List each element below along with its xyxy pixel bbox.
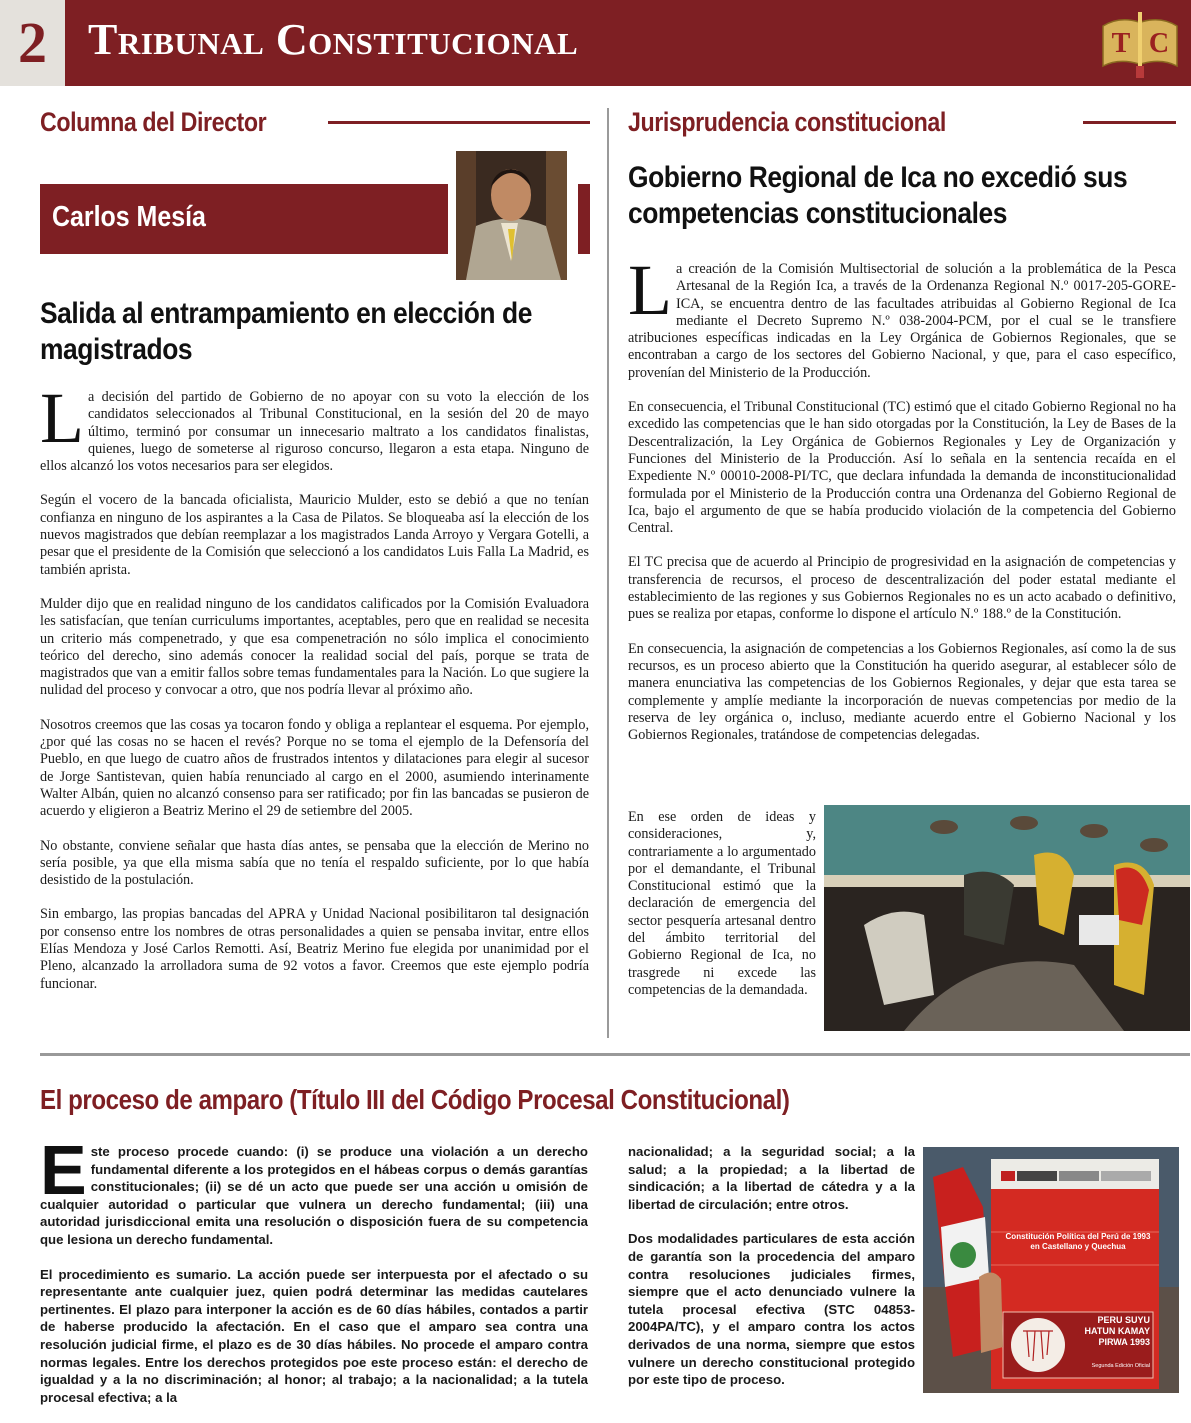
article-paragraph: No obstante, conviene señalar que hasta días antes, se pensaba que la elección de Merino no sería posible, ya que ella misma sabía que no tenía el respaldo suficiente, por lo que había desistido de la postulación.	[40, 837, 589, 889]
book-title: Constitución Política del Perú de 1993 en Castellano y Quechua	[1005, 1232, 1151, 1251]
portrait-image	[456, 151, 567, 280]
page-number: 2	[18, 10, 47, 75]
publication-title: Tribunal Constitucional	[88, 15, 579, 64]
fishing-photo-image	[824, 805, 1190, 1031]
section-rule	[328, 121, 590, 124]
article-paragraph: La creación de la Comisión Multisectorial de solución a la problemática de la Pesca Artesanal de la Región Ica, a través de la Ordenanza Regional N.º 0017-205-GORE-ICA, se encuentra dentro de las facultades atribuidas al Gobierno Regional de Ica mediante el Decreto Supremo N.º 038-2004-PCM, por el cual se le transfiere atribuciones específicas indicadas en la Ley Orgánica de Gobiernos Regionales, que se encontraban a cargo de los sectores del Gobierno Nacional, y que, para el caso específico, provenían del Ministerio de la Producción.	[628, 250, 1176, 381]
director-article-body	[40, 378, 589, 1010]
svg-text:C: C	[1148, 28, 1170, 59]
article-paragraph: Sin embargo, las propias bancadas del APRA y Unidad Nacional posibilitaron tal designación por consenso entre los nombres de otras personalidades a quien se pensaba invitar, entre ellos Elías Mendoza y José Carlos Remotti. Así, Beatriz Merino fue elegida por unanimidad por el Pleno, alcanzado la arrolladora suma de 92 votos a favor. Creemos que este ejemplo podría funcionar.	[40, 906, 589, 992]
masthead	[0, 0, 1191, 86]
dropcap: E	[40, 1131, 87, 1209]
article-paragraph: nacionalidad; a la seguridad social; a la salud; a la propiedad; a la libertad de sindicación; a la libertad de cátedra y a la libertad de circulación; entre otros.	[628, 1144, 915, 1212]
jurisprudencia-headline: Gobierno Regional de Ica no excedió sus competencias constitucionales	[628, 161, 1128, 230]
author-band-end	[578, 184, 590, 254]
column-divider	[607, 108, 609, 1038]
section-divider	[40, 1053, 1190, 1056]
section-title-amparo: El proceso de amparo (Título III del Código Procesal Constitucional)	[40, 1084, 790, 1115]
section-rule	[1083, 121, 1176, 124]
article-paragraph: Este proceso procede cuando: (i) se produce una violación a un derecho fundamental diferente a los protegidos en el hábeas corpus o demás garantías constitucionales; (ii) se dé un acto que puede ser una acción u omisión de cualquier autoridad o particular que vulnera un derecho fundamental; (iii) una autoridad jurisdiccional emita una resolución o disposición fuera de su competencia que lesiona un derecho fundamental.	[40, 1131, 588, 1247]
photo-side-text	[628, 809, 816, 1016]
book-edition: Segunda Edición Oficial	[1091, 1363, 1150, 1369]
dropcap: L	[40, 378, 84, 458]
article-paragraph: En consecuencia, el Tribunal Constitucional (TC) estimó que el citado Gobierno Regional no ha excedido las competencias que le han sido otorgadas por la Constitución, la Ley de Bases de la Descentralización, la Ley Orgánica de Gobiernos Regionales y Ley de Organización y Funciones del Ministerio de la Producción. Así lo señala en la sentencia recaída en el Expediente N.º 00010-2008-PI/TC, que declara infundada la demanda de inconstitucionalidad formulada por el Ministerio de la Producción contra una Ordenanza del Gobierno Regional de Ica, bajo el argumento de que se había producido violación de la competencia del Gobierno Central.	[628, 399, 1176, 537]
book-quechua-title: PERU SUYU HATUN KAMAY PIRWA 1993	[1084, 1315, 1150, 1347]
amparo-body-left	[40, 1131, 588, 1423]
jurisprudencia-article-body	[628, 250, 1176, 761]
article-paragraph: En consecuencia, la asignación de competencias a los Gobiernos Regionales, así como la de sus recursos, es un proceso abierto que la Constitución ha querido asegurar, al establecer sólo de manera enunciativa las competencias de los Gobiernos Regionales, y dejar que esta tarea se complemente y amplíe mediante la incorporación de nuevas competencias por medio de la reserva de ley orgánica o, incluso, mediante acuerdo entre el Gobierno Nacional y los Gobiernos Regionales, tratándose de competencias delegadas.	[628, 640, 1176, 744]
author-name: Carlos Mesía	[52, 201, 206, 233]
article-paragraph: Mulder dijo que en realidad ninguno de los candidatos calificados por la Comisión Evaluadora les satisfacían, que tenían curriculums importantes, aceptables, pero que en realidad se necesita un criterio más compenetrado, y que esa compenetración no sólo implica el conocimiento teórico del derecho, sino además conocer la realidad social del país, porque se trata de magistrados que van a emitir fallos sobre temas fundamentales para la Nación. Lo que sugiere la nulidad del proceso y convocar a otro, que nos podría llevar al próximo año.	[40, 595, 589, 699]
article-paragraph: El TC precisa que de acuerdo al Principio de progresividad en la asignación de competencias y transferencia de recursos, el proceso de descentralización del poder estatal mediante el establecimiento de las regiones y sus Gobiernos Regionales no es un acto acabado o definitivo, pues se realiza por etapas, conforme lo dispone el artículo N.º 188.º de la Constitución.	[628, 554, 1176, 623]
article-paragraph: La decisión del partido de Gobierno de no apoyar con su voto la elección de los candidatos seleccionados al Tribunal Constitucional, en la sesión del 20 de mayo último, terminó por consumar un innecesario maltrato a los candidatos finalistas, quienes, luego de someterse al riguroso concurso, llegaron a esta etapa. Ninguno de ellos alcanzó los votos necesarios para ser elegidos.	[40, 378, 589, 475]
article-paragraph: Nosotros creemos que las cosas ya tocaron fondo y obliga a replantear el esquema. Por ejemplo, ¿por qué las cosas no se hacen el revés? Porque no se toma el ejemplo de la Defensoría del Pueblo, en que luego de cuatro años de frustrados intentos y dilataciones para elegir al sucesor de Jorge Santistevan, quien había renunciado al cargo en el 2000, asumiendo interinamente Walter Albán, quien no alcanzó consenso para ser ratificado; por fin las bancadas se pusieron de acuerdo y eligieron a Beatriz Merino el 29 de setiembre del 2005.	[40, 716, 589, 820]
author-portrait	[456, 151, 567, 280]
section-title-director: Columna del Director	[40, 107, 267, 137]
director-headline: Salida al entrampamiento en elección de magistrados	[40, 297, 532, 366]
tribunal-logo-icon	[1095, 6, 1185, 78]
svg-text:T: T	[1111, 28, 1131, 59]
article-paragraph: Dos modalidades particulares de esta acción de garantía son la procedencia del amparo contra resoluciones judiciales firmes, siempre que el acto denunciado vulnere la tutela procesal efectiva (STC 04853-2004PA/TC), y el amparo contra los actos derivados de una norma, siempre que estos vulnere un derecho constitucional protegido por este tipo de proceso.	[628, 1231, 915, 1388]
fishing-boat-photo	[824, 805, 1190, 1031]
constitution-book-photo	[923, 1147, 1179, 1393]
dropcap: L	[628, 250, 672, 330]
article-paragraph: Según el vocero de la bancada oficialista, Mauricio Mulder, esto se debió a que no tenían confianza en ninguno de los aspirantes a la Casa de Pilatos. Se bloqueaba así la elección de los nuevos magistrados que debían reemplazar a los magistrados Landa Arroyo y Vergara Gotelli, a pesar que el presidente de la Comisión que seleccionó a los candidatos Luis Falla La Madrid, es también aprista.	[40, 492, 589, 578]
article-paragraph: El procedimiento es sumario. La acción puede ser interpuesta por el afectado o su representante ante cualquier juez, quien podrá determinar las medidas cautelares pertinentes. El plazo para interponer la acción es de 60 días hábiles, contados a partir de haberse producido la afectación. En el caso que el amparo sea contra una resolución judicial firme, el plazo es de 30 días hábiles. No procede el amparo contra normas legales. Entre los derechos protegidos poe este proceso están: el derecho de igualdad y a la no discriminación; al honor; al trabajo; a la nacionalidad; a la tutela procesal efectiva; a la	[40, 1266, 588, 1405]
page-number-box	[0, 0, 65, 86]
amparo-body-right	[628, 1143, 915, 1406]
section-title-jurisprudencia: Jurisprudencia constitucional	[628, 107, 946, 137]
article-paragraph: En ese orden de ideas y consideraciones, y, contrariamente a lo argumentado por el demandante, el Tribunal Constitucional estimó que la declaración de emergencia del sector pesquería artesanal dentro del ámbito territorial del Gobierno Regional de Ica, no trasgrede ni excede las competencias de la demandada.	[628, 809, 816, 998]
book-photo-image	[923, 1147, 1179, 1393]
